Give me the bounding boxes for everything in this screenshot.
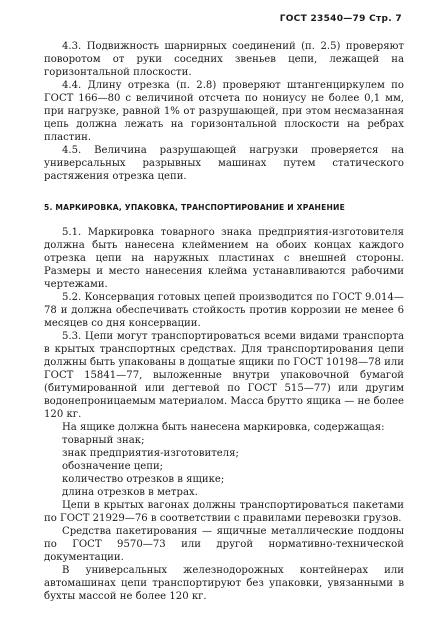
paragraph-4-5: 4.5. Величина разрушающей нагрузки проверяется на универсальных разрывных машинах путем статического растяжения отрезка цепи.: [44, 145, 404, 182]
list-item: знак предприятия-изготовителя;: [62, 448, 239, 459]
marking-list: [62, 434, 404, 499]
list-item: товарный знак;: [62, 435, 145, 446]
paragraph-railcars: Цепи в крытых вагонах должны транспортироваться пакетами по ГОСТ 21929—76 в соответствии с правилами перевозки грузов.: [44, 500, 404, 524]
paragraph-5-3: 5.3. Цепи могут транспортироваться всеми видами транспорта в крытых транспортных средствах. Для транспортирования цепи должны быть упакованы в дощатые ящики по ГОСТ 10198—78 или ГОСТ 15841—77, выложенные внутри упаковочной бумагой (битумированной или дегтевой по ГОСТ 515—77) или другим водонепроницаемым материалом. Масса брутто ящика — не более 120 кг.: [44, 331, 404, 420]
paragraph-packaging-means: Средства пакетирования — ящичные металлические поддоны по ГОСТ 9570—73 или другой нормативно-технической документации.: [44, 526, 404, 563]
paragraph-containers: В универсальных железнодорожных контейнерах или автомашинах цепи транспортируют без упаковки, увязанными в бухты массой не более 120 кг.: [44, 565, 404, 602]
list-item: количество отрезков в ящике;: [62, 474, 225, 485]
marking-intro: На ящике должна быть нанесена маркировка, содержащая:: [62, 422, 385, 433]
paragraph-5-1: 5.1. Маркировка товарного знака предприятия-изготовителя должна быть нанесена клеймением на обоих концах каждого отрезка цепи на наружных пластинах с внешней стороны. Размеры и место нанесения клейма устанавливаются рабочими чертежами.: [44, 227, 404, 290]
list-item: длина отрезков в метрах.: [62, 487, 198, 498]
paragraph-5-2: 5.2. Консервация готовых цепей производится по ГОСТ 9.014—78 и должна обеспечивать стойкость против коррозии не менее 6 месяцев со дня консервации.: [44, 292, 404, 329]
section-title: 5. МАРКИРОВКА, УПАКОВКА, ТРАНСПОРТИРОВАНИЕ И ХРАНЕНИЕ: [44, 203, 345, 212]
page-header: ГОСТ 23540—79 Стр. 7: [279, 14, 402, 24]
list-item: обозначение цепи;: [62, 461, 164, 472]
paragraph-4-4: 4.4. Длину отрезка (п. 2.8) проверяют штангенциркулем по ГОСТ 166—80 с величиной отсчета по нониусу не более 0,1 мм, при нагрузке, равной 1% от разрушающей, при этом несмазанная цепь должна лежать на горизонтальной плоскости на ребрах пластин.: [44, 80, 404, 143]
paragraph-4-3: 4.3. Подвижность шарнирных соединений (п. 2.5) проверяют поворотом от руки соседних звеньев цепи, лежащей на горизонтальной плоскости.: [44, 41, 404, 78]
page-content: [44, 40, 404, 603]
